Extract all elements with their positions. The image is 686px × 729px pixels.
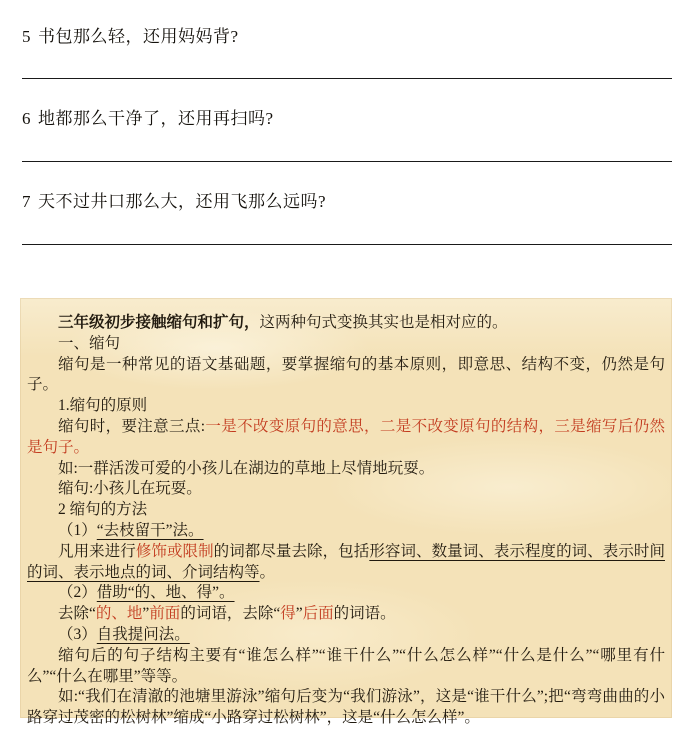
text-segment: “去枝留干”法。: [96, 521, 204, 539]
text-segment: 自我提问法。: [96, 625, 190, 643]
question-text: 书包那么轻，还用妈妈背?: [38, 27, 239, 46]
note-paragraph: [27, 500, 665, 521]
question-number: 6: [22, 109, 31, 128]
text-segment: （3）: [58, 625, 97, 643]
question-item-5: [22, 22, 239, 47]
note-paragraph: [27, 459, 665, 480]
answer-line: [22, 78, 672, 79]
text-segment: 后面: [302, 605, 334, 623]
text-segment: 凡用来进行: [58, 542, 136, 560]
text-segment: （2）: [58, 584, 97, 602]
text-segment: 修饰或限制: [135, 542, 214, 560]
note-paragraph: [27, 396, 665, 417]
text-segment: 形容词、数量词、表示程度的词、表示时间的词、表示地点的词、介词结构等: [27, 542, 665, 581]
text-segment: 。: [259, 563, 276, 581]
text-segment: 一是不改变原句的意思，二是不改变原句的结构，三是缩写后仍然是句子。: [27, 417, 665, 456]
text-segment: 的词都尽量去除，包括: [213, 542, 370, 560]
note-paragraph: [27, 479, 665, 500]
text-segment: 缩句是一种常见的语文基础题，要掌握缩句的基本原则，即意思、结构不变，仍然是句子。: [27, 355, 665, 394]
text-segment: ”: [142, 605, 150, 623]
text-segment: 的词语，去除“: [180, 605, 281, 623]
note-paragraph: [27, 583, 665, 604]
question-text: 天不过井口那么大，还用飞那么远吗?: [38, 192, 327, 211]
text-segment: （1）: [58, 521, 97, 539]
question-text: 地都那么干净了，还用再扫吗?: [38, 109, 274, 128]
text-segment: 一、缩句: [58, 334, 121, 352]
question-item-6: [22, 104, 274, 129]
text-segment: 2 缩句的方法: [58, 501, 148, 519]
question-number: 7: [22, 192, 31, 211]
note-paragraph: [27, 355, 665, 397]
text-segment: 1.缩句的原则: [58, 397, 148, 415]
text-segment: 三年级初步接触缩句和扩句，: [58, 314, 260, 331]
text-segment: 的词语。: [333, 605, 396, 623]
note-paragraph: [27, 521, 665, 542]
answer-line: [22, 161, 672, 162]
note-box: [20, 298, 672, 727]
note-paragraph: [27, 313, 665, 334]
text-segment: 缩句:小孩儿在玩耍。: [58, 480, 202, 498]
note-paragraph: [27, 417, 665, 459]
note-paragraph: [27, 625, 665, 646]
note-paragraph: [27, 604, 665, 625]
text-segment: 如:“我们在清澈的池塘里游泳”缩句后变为“我们游泳”，这是“谁干什么”;把“弯弯曲曲的小路穿过茂密的松树林”缩成“小路穿过松树林”，这是“什么怎么样”。: [27, 688, 665, 727]
text-segment: 缩句时，要注意三点:: [58, 417, 206, 435]
answer-line: [22, 244, 672, 245]
text-segment: 这两种句式变换其实也是相对应的。: [259, 314, 508, 331]
text-segment: 得: [280, 605, 296, 623]
text-segment: 前面: [149, 605, 181, 623]
note-paragraphs: [20, 298, 672, 729]
question-item-7: [22, 187, 326, 212]
text-segment: 去除“: [58, 605, 96, 623]
text-segment: 的、地: [95, 605, 143, 623]
note-paragraph: [27, 646, 665, 688]
text-segment: ”: [295, 605, 303, 623]
text-segment: 缩句后的句子结构主要有“谁怎么样”“谁干什么”“什么怎么样”“什么是什么”“哪里有什么”“什么在哪里”等等。: [27, 646, 665, 685]
text-segment: 如:一群活泼可爱的小孩儿在湖边的草地上尽情地玩耍。: [58, 459, 435, 477]
question-number: 5: [22, 27, 31, 46]
note-paragraph: [27, 334, 665, 355]
note-paragraph: [27, 687, 665, 729]
text-segment: 借助“的、地、得”。: [96, 584, 235, 602]
note-paragraph: [27, 542, 665, 584]
